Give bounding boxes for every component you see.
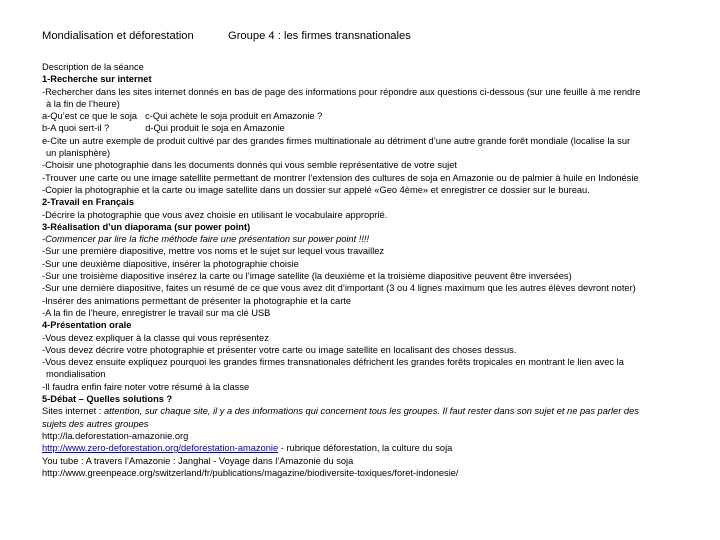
question-row: [42, 122, 702, 134]
section-heading: Description de la séance: [42, 62, 144, 72]
instruction-line: -Il faudra enfin faire noter votre résumé à la classe: [42, 381, 250, 392]
instruction-line: à la fin de l’heure): [46, 98, 120, 109]
sites-note: attention, sur chaque site, il y a des informations qui concernent tous les groupes. Il faut rester dans son sujet et ne pas parler des: [104, 406, 639, 417]
document-title: Mondialisation et déforestation: [42, 30, 194, 42]
question-row: [42, 110, 702, 122]
document-header: [42, 30, 702, 46]
section-heading: 1-Recherche sur internet: [42, 74, 152, 85]
instruction-line: -Choisir une photographie dans les documents donnés qui vous semble représentative de votre sujet: [42, 160, 457, 171]
instruction-line: -Sur une troisième diapositive insérez la carte ou l’image satellite (la deuxième et la troisième diapositive peuvent être inversées): [42, 271, 572, 282]
instruction-line: -Sur une dernière diapositive, faites un résumé de ce que vous avez dit d’important (3 ou 4 lignes maximum que les autres élèves devront noter): [42, 283, 636, 294]
link-zero-deforestation[interactable]: http://www.zero-deforestation.org/deforestation-amazonie: [42, 443, 279, 454]
section-heading: 3-Réalisation d’un diaporama (sur power point): [42, 221, 251, 232]
link-youtube[interactable]: You tube : A travers l’Amazonie : Janghal - Voyage dans l’Amazonie du soja: [42, 455, 354, 466]
sites-line: [42, 405, 702, 417]
instruction-line: -Sur une première diapositive, mettre vos noms et le sujet sur lequel vous travaillez: [42, 246, 385, 257]
question-c: c-Qui achète le soja produit en Amazonie ?: [145, 111, 323, 122]
instruction-line: -Commencer par lire la fiche méthode faire une présentation sur power point !!!!: [42, 234, 370, 245]
section-heading: 5-Débat – Quelles solutions ?: [42, 394, 173, 405]
instruction-line: -Vous devez décrire votre photographie et présenter votre carte ou image satellite en localisant des choses dessus.: [42, 344, 517, 355]
instruction-line: -Vous devez expliquer à la classe qui vous représentez: [42, 332, 269, 343]
instruction-line: -Insérer des animations permettant de présenter la photographie et la carte: [42, 295, 352, 306]
instruction-line: -Décrire la photographie que vous avez choisie en utilisant le vocabulaire approprié.: [42, 209, 388, 220]
instruction-line: mondialisation: [46, 369, 106, 380]
instruction-line: -Sur une deuxième diapositive, insérer la photographie choisie: [42, 258, 299, 269]
link-greenpeace[interactable]: http://www.greenpeace.org/switzerland/fr/publications/magazine/biodiversite-toxiques/foret-indonesie/: [42, 467, 459, 478]
question-e: e-Cite un autre exemple de produit cultivé par des grandes firmes multinationale au détriment d’une autre grande forêt mondiale (localise la sur: [42, 135, 631, 146]
section-heading: 4-Présentation orale: [42, 320, 132, 331]
instruction-line: -Rechercher dans les sites internet donnés en bas de page des informations pour répondre aux questions ci-dessous (sur une feuille à me rendre: [42, 86, 641, 97]
instruction-line: -Trouver une carte ou une image satellite permettant de montrer l’extension des cultures de soja en Amazonie ou de palmier à huile en Indonésie: [42, 172, 639, 183]
sites-label: Sites internet :: [42, 406, 105, 417]
document-body: [42, 61, 702, 479]
question-e-continued: un planisphère): [46, 148, 111, 159]
question-d: d-Qui produit le soja en Amazonie: [145, 123, 285, 134]
instruction-line: -A la fin de l’heure, enregistrer le travail sur ma clé USB: [42, 307, 271, 318]
link-deforestation-amazonie[interactable]: http://la.deforestation-amazonie.org: [42, 430, 189, 441]
instruction-line: -Copier la photographie et la carte ou image satellite dans un dossier sur appelé «Geo 4ème» et enregistrer ce dossier sur le bureau.: [42, 184, 590, 195]
group-title: Groupe 4 : les firmes transnationales: [228, 30, 411, 42]
link-row: [42, 442, 702, 454]
instruction-line: -Vous devez ensuite expliquez pourquoi les grandes firmes transnationales défrichent les grandes forêts tropicales en montrant le lien avec la: [42, 357, 624, 368]
question-a: a-Qu’est ce que le soja: [42, 111, 138, 122]
question-b: b-A quoi sert-il ?: [42, 123, 110, 134]
sites-note-continued: sujets des autres groupes: [42, 418, 149, 429]
section-heading: 2-Travail en Français: [42, 197, 134, 208]
link-description: - rubrique déforestation, la culture du soja: [278, 443, 453, 454]
